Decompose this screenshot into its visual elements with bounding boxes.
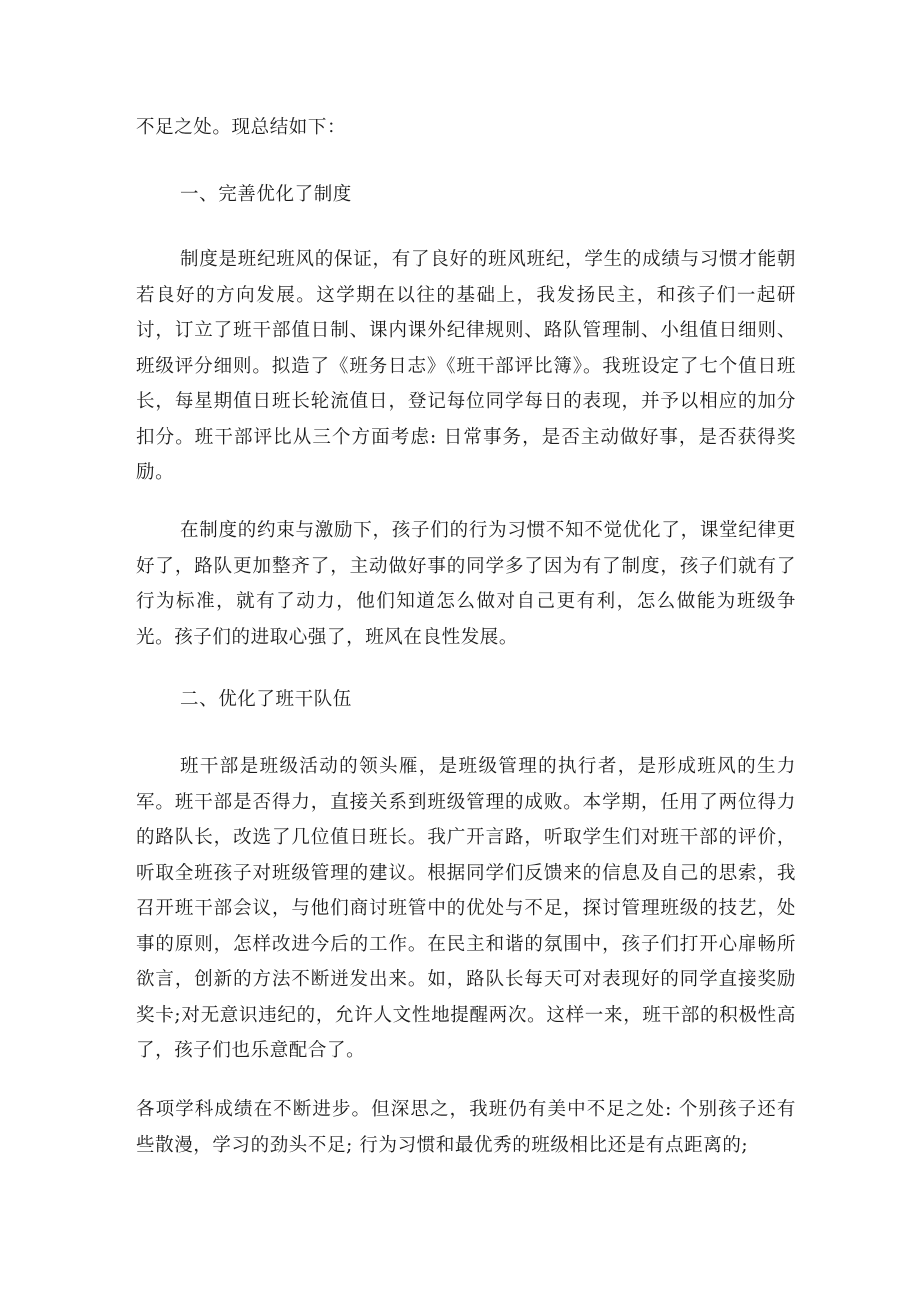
section1-paragraph-1: 制度是班纪班风的保证，有了良好的班风班纪，学生的成绩与习惯才能朝若良好的方向发展。这学期在以往的基础上，我发扬民主，和孩子们一起研讨，订立了班干部值日制、课内课外纪律规则、路队管理制、小组值日细则、班级评分细则。拟造了《班务日志》《班干部评比簿》。我班设定了七个值日班长，每星期值日班长轮流值日，登记每位同学每日的表现，并予以相应的加分扣分。班干部评比从三个方面考虑: 日常事务，是否主动做好事，是否获得奖励。 — [136, 249, 796, 483]
section2-heading: 二、优化了班干队伍 — [180, 689, 352, 710]
intro-tail-text: 不足之处。现总结如下： — [136, 117, 347, 138]
section1-heading: 一、完善优化了制度 — [180, 184, 352, 205]
section1-paragraph-2: 在制度的约束与激励下，孩子们的行为习惯不知不觉优化了，课堂纪律更好了，路队更加整齐了，主动做好事的同学多了因为有了制度，孩子们就有了行为标准，就有了动力，他们知道怎么做对自己更有利，怎么做能为班级争光。孩子们的进取心强了，班风在良性发展。 — [136, 520, 796, 648]
closing-paragraph: 各项学科成绩在不断进步。但深思之，我班仍有美中不足之处: 个别孩子还有些散漫，学习的劲头不足; 行为习惯和最优秀的班级相比还是有点距离的; — [136, 1099, 796, 1156]
section2-paragraph-1: 班干部是班级活动的领头雁，是班级管理的执行者，是形成班风的生力军。班干部是否得力，直接关系到班级管理的成败。本学期，任用了两位得力的路队长，改选了几位值日班长。我广开言路，听取学生们对班干部的评价，听取全班孩子对班级管理的建议。根据同学们反馈来的信息及自己的思索，我召开班干部会议，与他们商讨班管中的优处与不足，探讨管理班级的技艺，处事的原则，怎样改进今后的工作。在民主和谐的氛围中，孩子们打开心扉畅所欲言，创新的方法不断迸发出来。如，路队长每天可对表现好的同学直接奖励奖卡;对无意识违纪的，允许人文性地提醒两次。这样一来，班干部的积极性高了，孩子们也乐意配合了。 — [136, 756, 796, 1061]
